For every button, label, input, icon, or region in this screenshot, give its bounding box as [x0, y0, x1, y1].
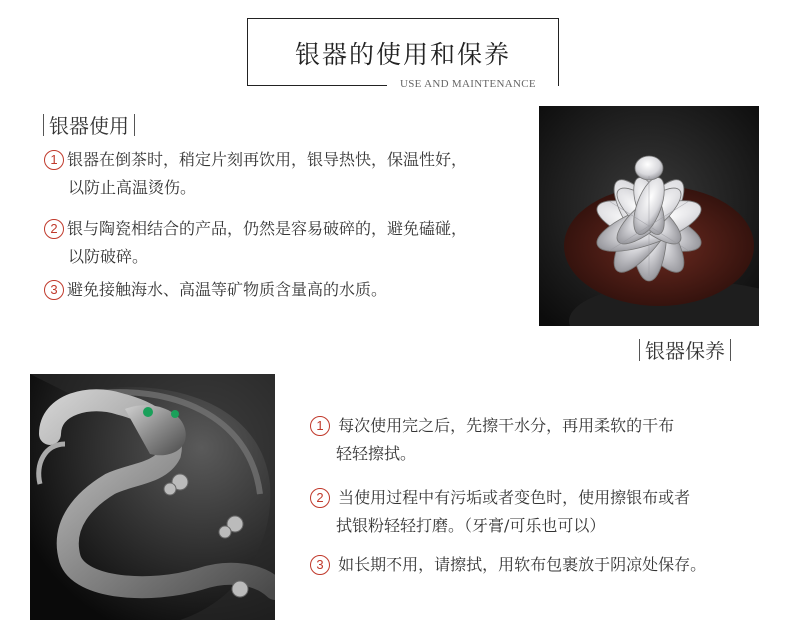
page-subtitle: USE AND MAINTENANCE [400, 78, 536, 90]
number-badge: 1 [310, 416, 330, 436]
silver-dragon-photo [30, 374, 275, 620]
heading-bar-left [43, 114, 44, 136]
number-badge: 2 [310, 488, 330, 508]
care-heading [634, 335, 736, 364]
usage-heading [38, 110, 140, 139]
heading-bar-left [639, 339, 640, 361]
usage-item-1 [44, 146, 467, 202]
usage-item-2-line2: 以防破碎。 [68, 247, 149, 266]
number-badge: 1 [44, 150, 64, 170]
care-item-1 [310, 412, 674, 468]
title-frame [247, 18, 559, 86]
usage-item-3 [44, 276, 387, 304]
usage-item-1-line1: 银器在倒茶时，稍定片刻再饮用，银导热快，保温性好， [67, 150, 468, 169]
care-item-3 [310, 551, 706, 579]
number-badge: 3 [310, 555, 330, 575]
care-item-1-line1: 每次使用完之后，先擦干水分，再用柔软的干布 [338, 416, 675, 435]
page-title: 银器的使用和保养 [294, 40, 511, 69]
usage-item-3-line1: 避免接触海水、高温等矿物质含量高的水质。 [67, 280, 388, 299]
number-badge: 3 [44, 280, 64, 300]
usage-item-2-line1: 银与陶瓷相结合的产品，仍然是容易破碎的，避免磕碰， [67, 219, 468, 238]
usage-heading-text: 银器使用 [49, 114, 129, 138]
heading-bar-right [134, 114, 135, 136]
care-item-1-line2: 轻轻擦拭。 [336, 444, 417, 463]
silver-lotus-photo [539, 106, 759, 326]
number-badge: 2 [44, 219, 64, 239]
usage-item-2 [44, 215, 467, 271]
care-item-2 [310, 484, 690, 540]
care-item-2-line2: 拭银粉轻轻打磨。（牙膏/可乐也可以） [336, 516, 606, 535]
care-heading-text: 银器保养 [645, 339, 725, 363]
usage-item-1-line2: 以防止高温烫伤。 [68, 178, 197, 197]
heading-bar-right [730, 339, 731, 361]
care-item-2-line1: 当使用过程中有污垢或者变色时，使用擦银布或者 [338, 488, 691, 507]
care-item-3-line1: 如长期不用，请擦拭，用软布包裹放于阴凉处保存。 [338, 555, 707, 574]
